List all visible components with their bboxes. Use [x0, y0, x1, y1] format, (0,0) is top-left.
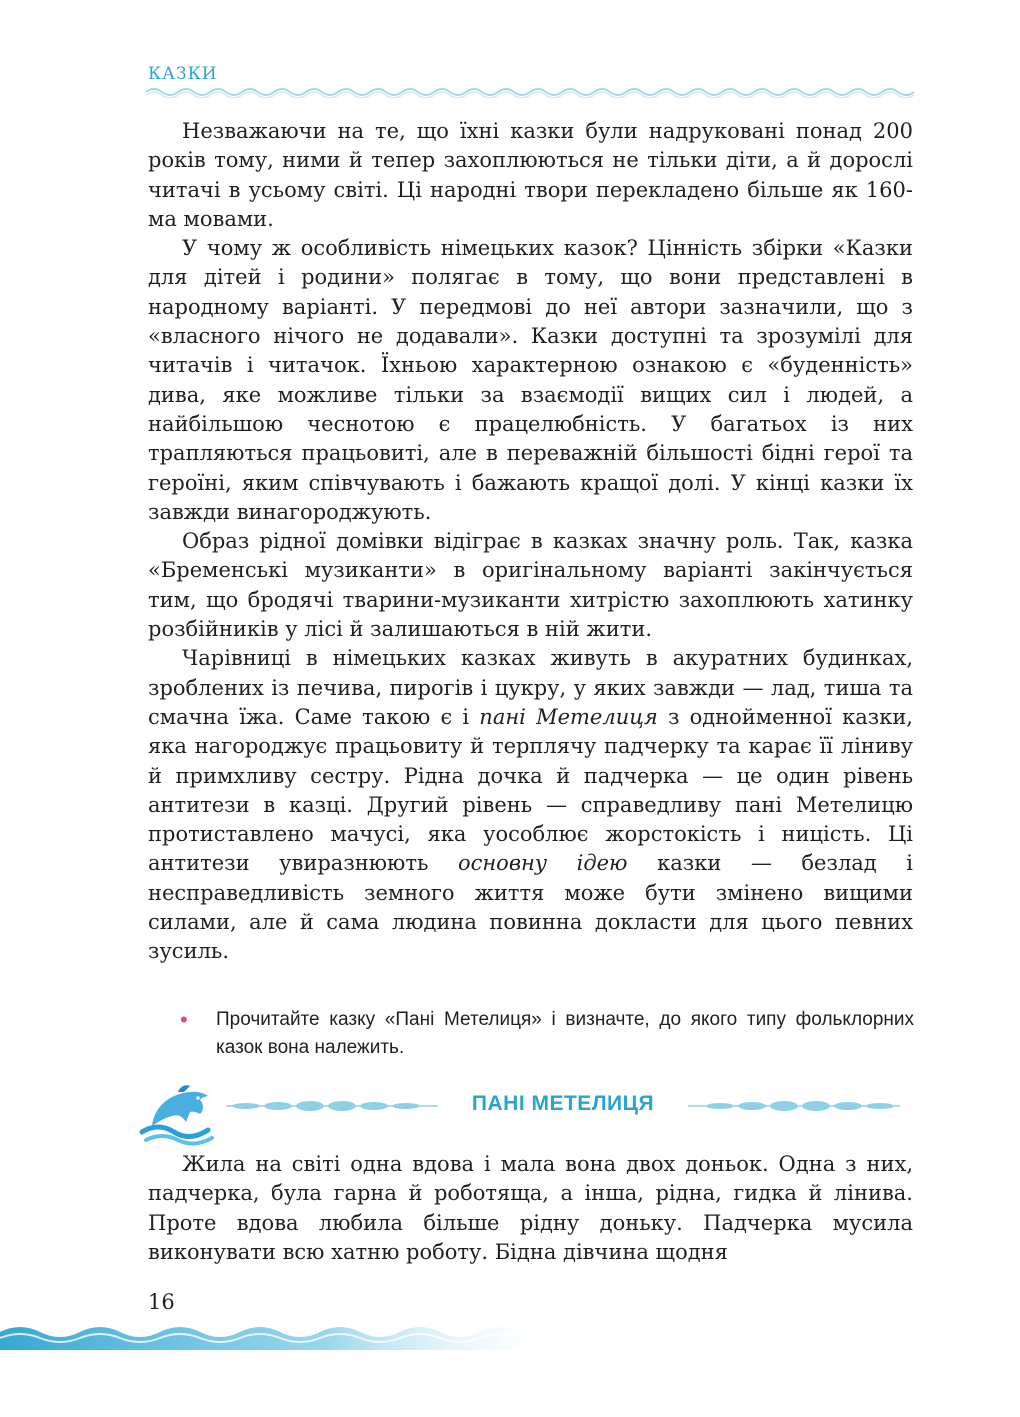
footer-wave-ornament [0, 1318, 540, 1350]
task-bullet-icon: • [180, 1007, 188, 1032]
title-ornament-right [688, 1096, 900, 1116]
italic-term-main-idea: основну ідею [457, 851, 628, 876]
dolphin-icon [138, 1082, 218, 1148]
paragraph-4-part-2: з однойменної казки, яка нагороджує працьовиту й терплячу падчерку та карає її ліниву й примхливу сестру. Рідна дочка й падчерка — це один рівень антитези в казці. Другий рівень — справедливу пані Метелицю протиставлено мачусі, яка уособлює жорстокість і ницість. Ці антитези увиразнюють [148, 704, 913, 876]
header-wave-ornament [146, 86, 914, 98]
title-ornament-left [226, 1096, 438, 1116]
paragraph-2: У чому ж особливість німецьких казок? Цінність збірки «Казки для дітей і родини» полягає в тому, що вони представлені в народному варіанті. У передмові до неї автори зазначили, що з «власного нічого не додавали». Казки доступні та зрозумілі для читачів і читачок. Їхньою характерною ознакою є «буденність» дива, яке можливе тільки за взаємодії вищих сил і людей, а найбільшою чеснотою є працелюбність. У багатьох із них трапляються працьовиті, але в переважній більшості бідні герої та героїні, яким співчувають і бажають кращої долі. У кінці казки їх завжди винагороджують. [148, 236, 913, 524]
task-block [180, 1006, 914, 1062]
task-text: Прочитайте казку «Пані Метелиця» і визначте, до якого типу фольклорних казок вона належить. [216, 1009, 914, 1058]
tale-title: ПАНІ МЕТЕЛИЦЯ [471, 1092, 655, 1115]
tale-paragraph: Жила на світі одна вдова і мала вона двох доньок. Одна з них, падчерка, була гарна й роботяща, а інша, рідна, гидка й лінива. Проте вдова любила більше рідну доньку. Падчерка мусила виконувати всю хатню роботу. Бідна дівчина щодня [148, 1152, 913, 1264]
paragraph-4 [148, 644, 913, 966]
tale-text-block [148, 1150, 913, 1267]
page-number: 16 [148, 1290, 175, 1314]
paragraph-1: Незважаючи на те, що їхні казки були надруковані понад 200 років тому, ними й тепер захоплюються не тільки діти, а й дорослі читачі в усьому світі. Ці народні твори перекладено більше як 160-ма мовами. [148, 119, 913, 231]
main-article [148, 117, 913, 967]
section-title: КАЗКИ [148, 64, 218, 84]
paragraph-4-part-3: казки — безлад і несправедливість земного життя може бути змінено вищими силами, але й сама людина повинна докласти для цього певних зусиль. [148, 851, 913, 964]
paragraph-4-part-1: Чарівниці в німецьких казках живуть в акуратних будинках, зроблених із печива, пирогів і цукру, у яких завжди — лад, тиша та смачна їжа. Саме такою є і [148, 646, 913, 729]
paragraph-3: Образ рідної домівки відіграє в казках значну роль. Так, казка «Бременські музиканти» в оригінальному варіанті закінчується тим, що бродячі тварини-музиканти хитрістю захоплюють хатинку розбійників у лісі й залишаються в ній жити. [148, 529, 913, 642]
italic-term-pani-metelytsia: пані Метелиця [479, 704, 658, 729]
